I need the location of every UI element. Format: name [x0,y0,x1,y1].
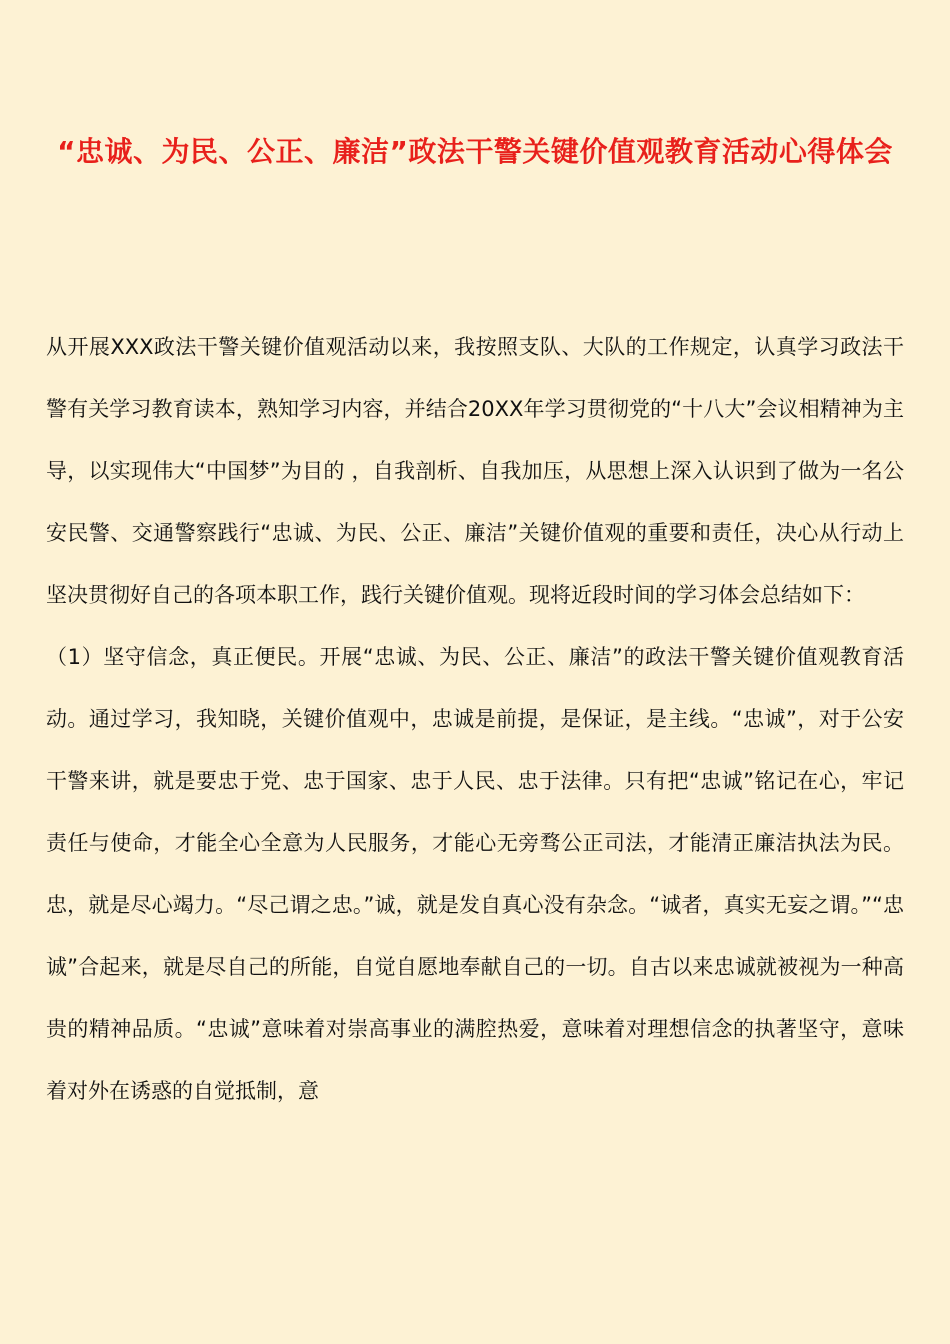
paragraph-intro: 从开展XXX政法干警关键价值观活动以来，我按照支队、大队的工作规定，认真学习政法干警有关学习教育读本，熟知学习内容，并结合20XX年学习贯彻党的“十八大”会议相精神为主导，以实现伟大“中国梦”为目的 ，自我剖析、自我加压，从思想上深入认识到了做为一名公安民警、交通警察践行“忠诚、为民、公正、廉洁”关键价值观的重要和责任，决心从行动上坚决贯彻好自己的各项本职工作，践行关键价值观。现将近段时间的学习体会总结如下： [46,335,904,607]
document-body [46,316,904,1122]
paragraph-section-1: （1）坚守信念，真正便民。开展“忠诚、为民、公正、廉洁”的政法干警关键价值观教育活动。通过学习，我知晓，关键价值观中，忠诚是前提，是保证，是主线。“忠诚”，对于公安干警来讲，就是要忠于党、忠于国家、忠于人民、忠于法律。只有把“忠诚”铭记在心，牢记责任与使命，才能全心全意为人民服务，才能心无旁骛公正司法，才能清正廉洁执法为民。忠，就是尽心竭力。“尽己谓之忠。”诚，就是发自真心没有杂念。“诚者，真实无妄之谓。”“忠诚”合起来，就是尽自己的所能，自觉自愿地奉献自己的一切。自古以来忠诚就被视为一种高贵的精神品质。“忠诚”意味着对崇高事业的满腔热爱，意味着对理想信念的执著坚守，意味着对外在诱惑的自觉抵制，意 [46,645,904,1103]
document-title: “忠诚、为民、公正、廉洁”政法干警关键价值观教育活动心得体会 [57,135,893,168]
